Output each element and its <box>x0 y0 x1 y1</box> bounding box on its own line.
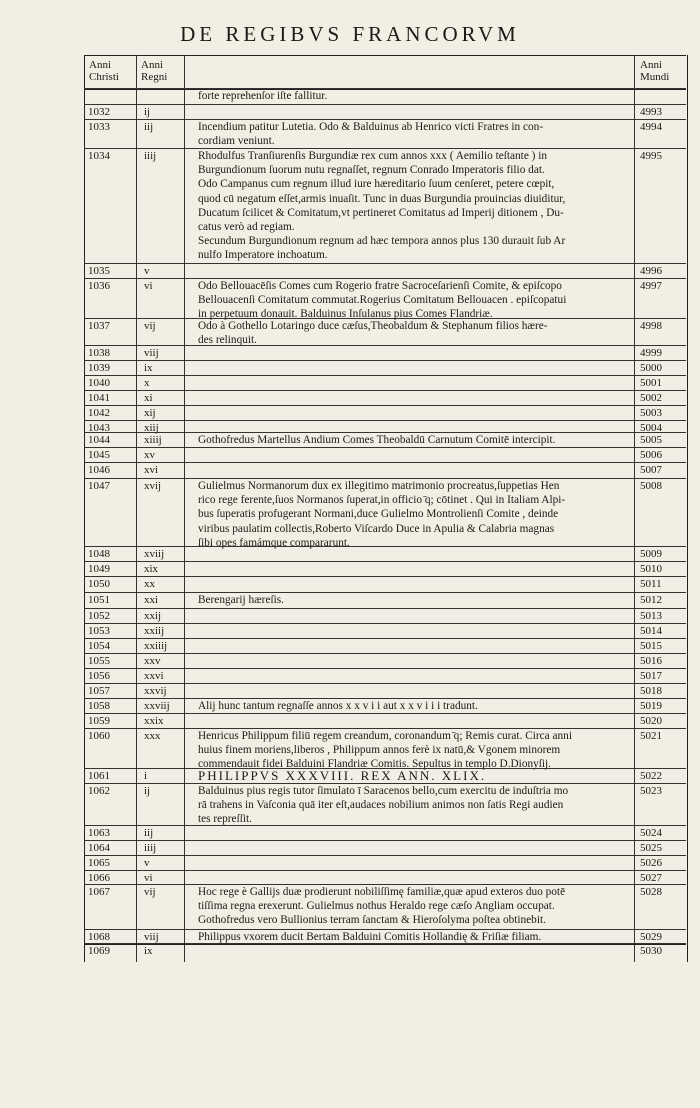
anno-regni-cell: viij <box>144 931 159 943</box>
table-row <box>84 278 686 321</box>
anno-regni-cell: i <box>144 770 148 782</box>
entry-text-cell: Odo Bellouacēſis Comes cum Rogerio fratre Sacroceſarienſi Comite, & epiſcopo Bellouacenſi Comitatum commutat.Rogerius Comitatum Bellouacen . epiſcopatui in perpetuum donauit. Balduinus Inſulanus pius Comes Flandriæ. <box>198 280 567 321</box>
table-row <box>84 119 686 148</box>
entry-text-cell: Incendium patitur Lutetia. Odo & Balduinus ab Henrico victi Fratres in con- cordiam veniunt. <box>198 121 544 148</box>
table-row <box>84 263 686 278</box>
entry-text-cell: Gulielmus Normanorum dux ex illegitimo matrimonio procreatus,ſuppetias Hen rico rege ferente,ſuos Normanos ſuperat,in officio ̄q; cōtinet . Qui in Italiam Alpi- bus ſuperatis profugerant Normani,duce Gulielmo Montrolienſi Comite , deinde viribus paulatim collectis,Roberto Viſcardo Duce in Apulia & Calabria magnas ſibi opes famámque compararunt. <box>198 480 566 549</box>
table-row <box>84 104 686 119</box>
anno-christi-cell: 1057 <box>88 685 110 697</box>
anno-regni-cell: xi <box>144 392 153 404</box>
anno-christi-cell: 1048 <box>88 548 110 560</box>
anno-christi-cell: 1066 <box>88 872 110 884</box>
anno-mundi-cell: 5021 <box>640 730 662 742</box>
table-row <box>84 546 686 561</box>
entry-text-cell: Odo à Gothello Lotaringo duce cæſus,Theobaldum & Stephanum filios hære- des relinquit. <box>198 320 548 347</box>
anno-christi-cell: 1036 <box>88 280 110 292</box>
anno-christi-cell: 1043 <box>88 422 110 434</box>
table-row <box>84 375 686 390</box>
anno-mundi-cell: 5004 <box>640 422 662 434</box>
header-anni-christi: Anni Christi <box>89 59 119 83</box>
entry-text-cell: Hoc rege è Gallijs duæ prodierunt nobiliſſimę familiæ,quæ apud exteros duo potē tiſſima regna erexerunt. Gulielmus nothus Heraldo rege cæſo Angliam occupat. Gothofredus vero Bullionius terram ſanctam & Hieroſolyma poſtea obtinebit. <box>198 886 566 927</box>
anno-mundi-cell: 5013 <box>640 610 662 622</box>
table-row <box>84 420 686 432</box>
anno-mundi-cell: 5000 <box>640 362 662 374</box>
anno-regni-cell: xxiij <box>144 625 165 637</box>
table-row <box>84 345 686 360</box>
anno-christi-cell: 1061 <box>88 770 110 782</box>
anno-regni-cell: ij <box>144 785 151 797</box>
anno-mundi-cell: 4996 <box>640 265 662 277</box>
anno-christi-cell: 1067 <box>88 886 110 898</box>
anno-regni-cell: xxiiij <box>144 640 168 652</box>
anno-regni-cell: xviij <box>144 548 165 560</box>
page-title: DE REGIBVS FRANCORVM <box>180 22 520 46</box>
anno-mundi-cell: 5026 <box>640 857 662 869</box>
table-row <box>84 713 686 728</box>
table-row <box>84 653 686 668</box>
anno-regni-cell: xxviij <box>144 700 170 712</box>
entry-text-cell: PHILIPPVS XXXVIII. REX ANN. XLIX. <box>198 768 487 783</box>
anno-regni-cell: xxx <box>144 730 161 742</box>
anno-christi-cell: 1034 <box>88 150 110 162</box>
table-row <box>84 870 686 884</box>
table-row <box>84 360 686 375</box>
anno-regni-cell: ix <box>144 362 153 374</box>
anno-christi-cell: 1037 <box>88 320 110 332</box>
anno-regni-cell: ix <box>144 945 153 957</box>
anno-regni-cell: xxvi <box>144 670 164 682</box>
anno-christi-cell: 1068 <box>88 931 110 943</box>
anno-mundi-cell: 5007 <box>640 464 662 476</box>
anno-mundi-cell: 5009 <box>640 548 662 560</box>
anno-mundi-cell: 4999 <box>640 347 662 359</box>
anno-christi-cell: 1033 <box>88 121 110 133</box>
anno-christi-cell: 1045 <box>88 449 110 461</box>
table-row <box>84 447 686 462</box>
anno-christi-cell: 1040 <box>88 377 110 389</box>
anno-christi-cell: 1062 <box>88 785 110 797</box>
anno-regni-cell: vi <box>144 280 153 292</box>
anno-mundi-cell: 5018 <box>640 685 662 697</box>
anno-mundi-cell: 5001 <box>640 377 662 389</box>
table-row <box>84 561 686 576</box>
anno-mundi-cell: 5016 <box>640 655 662 667</box>
entry-text-cell: Rhodulfus Tranſiurenſis Burgundiæ rex cum annos xxx ( Aemilio teſtante ) in Burgundionum ſuorum nutu regnaſſet, regnum Conrado Imperatoris filio dat. Odo Campanus cum regnum illud iure hæreditario ſuum cenſeret, petere cœpit, quod cū negatum eſſet,armis inuaſit. Tunc in duas Burgundia prouincias diuiditur, Ducatum ſcilicet & Comitatum,vt pertineret Comitatus ad Imperij ditionem , Du- catus verò ad regiam. Secundum Burgundionum regnum ad hæc tempora annos plus 130 durauit ſub Ar nulfo Imperatore inchoatum. <box>198 150 566 262</box>
anno-regni-cell: xvi <box>144 464 159 476</box>
anno-christi-cell: 1058 <box>88 700 110 712</box>
table-row <box>84 576 686 592</box>
anno-mundi-cell: 5012 <box>640 594 662 606</box>
anno-christi-cell: 1052 <box>88 610 110 622</box>
header-anni-regni: Anni Regni <box>141 59 168 83</box>
anno-mundi-cell: 5022 <box>640 770 662 782</box>
anno-mundi-cell: 5028 <box>640 886 662 898</box>
anno-mundi-cell: 5019 <box>640 700 662 712</box>
anno-mundi-cell: 5027 <box>640 872 662 884</box>
anno-christi-cell: 1042 <box>88 407 110 419</box>
table-row <box>84 432 686 447</box>
anno-regni-cell: x <box>144 377 150 389</box>
table-row <box>84 462 686 478</box>
anno-christi-cell: 1049 <box>88 563 110 575</box>
entry-text-cell: Berengarij hæreſis. <box>198 594 284 606</box>
anno-mundi-cell: 5014 <box>640 625 662 637</box>
table-row <box>84 405 686 420</box>
table-row <box>84 768 686 783</box>
anno-mundi-cell: 5017 <box>640 670 662 682</box>
table-row <box>84 608 686 623</box>
anno-christi-cell: 1069 <box>88 945 110 957</box>
table-row <box>84 929 686 943</box>
anno-regni-cell: vij <box>144 320 156 332</box>
anno-regni-cell: xix <box>144 563 159 575</box>
anno-christi-cell: 1035 <box>88 265 110 277</box>
entry-text-cell: Balduinus pius regis tutor ſimulato ī Saracenos bello,cum exercitu de induſtria mo rā trahens in Vaſconia quā iter eſt,audaces nobilium animos non ſatis Regi audien tes repreſſit. <box>198 785 569 826</box>
anno-regni-cell: xij <box>144 407 156 419</box>
table-row <box>84 592 686 608</box>
table-row <box>84 638 686 653</box>
anno-regni-cell: xiij <box>144 422 159 434</box>
anno-mundi-cell: 4997 <box>640 280 662 292</box>
anno-christi-cell: 1054 <box>88 640 110 652</box>
anno-christi-cell: 1065 <box>88 857 110 869</box>
anno-christi-cell: 1044 <box>88 434 110 446</box>
anno-mundi-cell: 5015 <box>640 640 662 652</box>
anno-christi-cell: 1064 <box>88 842 110 854</box>
anno-mundi-cell: 4995 <box>640 150 662 162</box>
anno-regni-cell: xxi <box>144 594 159 606</box>
anno-mundi-cell: 4998 <box>640 320 662 332</box>
table-row <box>84 318 686 345</box>
anno-regni-cell: xxv <box>144 655 161 667</box>
anno-regni-cell: xxix <box>144 715 164 727</box>
anno-regni-cell: xv <box>144 449 155 461</box>
anno-christi-cell: 1059 <box>88 715 110 727</box>
anno-mundi-cell: 5002 <box>640 392 662 404</box>
page-margin <box>0 962 700 1108</box>
anno-christi-cell: 1056 <box>88 670 110 682</box>
entry-text-cell: Philippus vxorem ducit Bertam Balduini Comitis Hollandię & Friſiæ filiam. <box>198 931 542 943</box>
anno-regni-cell: vij <box>144 886 156 898</box>
table-row <box>84 884 686 929</box>
anno-christi-cell: 1041 <box>88 392 110 404</box>
entry-text-cell: Gothofredus Martellus Andium Comes Theobaldū Carnutum Comitē intercipit. <box>198 434 556 446</box>
anno-mundi-cell: 5006 <box>640 449 662 461</box>
anno-regni-cell: xxvij <box>144 685 167 697</box>
anno-regni-cell: v <box>144 265 150 277</box>
anno-mundi-cell: 5030 <box>640 945 662 957</box>
table-row <box>84 825 686 840</box>
anno-mundi-cell: 5025 <box>640 842 662 854</box>
table-row <box>84 728 686 771</box>
anno-mundi-cell: 5005 <box>640 434 662 446</box>
anno-mundi-cell: 5010 <box>640 563 662 575</box>
anno-christi-cell: 1055 <box>88 655 110 667</box>
anno-regni-cell: v <box>144 857 150 869</box>
anno-regni-cell: ij <box>144 106 151 118</box>
anno-regni-cell: xiiij <box>144 434 162 446</box>
table-row <box>84 390 686 405</box>
anno-mundi-cell: 4993 <box>640 106 662 118</box>
anno-mundi-cell: 5011 <box>640 578 662 590</box>
table-row <box>84 943 686 957</box>
table-row <box>84 840 686 855</box>
anno-christi-cell: 1038 <box>88 347 110 359</box>
anno-mundi-cell: 4994 <box>640 121 662 133</box>
table-row <box>84 698 686 713</box>
anno-christi-cell: 1047 <box>88 480 110 492</box>
anno-mundi-cell: 5023 <box>640 785 662 797</box>
anno-mundi-cell: 5003 <box>640 407 662 419</box>
entry-text-cell: Henricus Philippum filiū regem creandum, coronandum ̄q; Remis curat. Circa anni huius finem moriens,liberos , Philippum annos ferè ix natū,& Vgonem minorem commendauit fidei Balduini Flandriæ Comitis. Sepultus in templo D.Dionyſij. <box>198 730 572 771</box>
anno-mundi-cell: 5024 <box>640 827 662 839</box>
entry-text-cell: Alij hunc tantum regnaſſe annos x x v i i aut x x v i i i tradunt. <box>198 700 478 712</box>
anno-christi-cell: 1032 <box>88 106 110 118</box>
anno-christi-cell: 1039 <box>88 362 110 374</box>
table-row <box>84 88 686 104</box>
table-row <box>84 623 686 638</box>
table-row <box>84 478 686 549</box>
anno-regni-cell: vi <box>144 872 153 884</box>
anno-mundi-cell: 5008 <box>640 480 662 492</box>
anno-christi-cell: 1063 <box>88 827 110 839</box>
anno-regni-cell: iiij <box>144 150 157 162</box>
anno-christi-cell: 1060 <box>88 730 110 742</box>
anno-regni-cell: iij <box>144 121 154 133</box>
anno-christi-cell: 1053 <box>88 625 110 637</box>
anno-christi-cell: 1046 <box>88 464 110 476</box>
table-row <box>84 683 686 698</box>
table-header <box>84 55 686 90</box>
table-row <box>84 855 686 870</box>
header-anni-mundi: Anni Mundi <box>640 59 670 83</box>
top-note: forte reprehenſor iſte fallitur. <box>198 90 328 102</box>
anno-regni-cell: xvij <box>144 480 162 492</box>
anno-regni-cell: xxij <box>144 610 162 622</box>
table-row <box>84 783 686 825</box>
anno-christi-cell: 1050 <box>88 578 110 590</box>
table-row <box>84 148 686 263</box>
anno-regni-cell: iij <box>144 827 154 839</box>
anno-regni-cell: viij <box>144 347 159 359</box>
anno-mundi-cell: 5029 <box>640 931 662 943</box>
anno-regni-cell: xx <box>144 578 155 590</box>
table-row <box>84 668 686 683</box>
anno-regni-cell: iiij <box>144 842 157 854</box>
anno-mundi-cell: 5020 <box>640 715 662 727</box>
anno-christi-cell: 1051 <box>88 594 110 606</box>
